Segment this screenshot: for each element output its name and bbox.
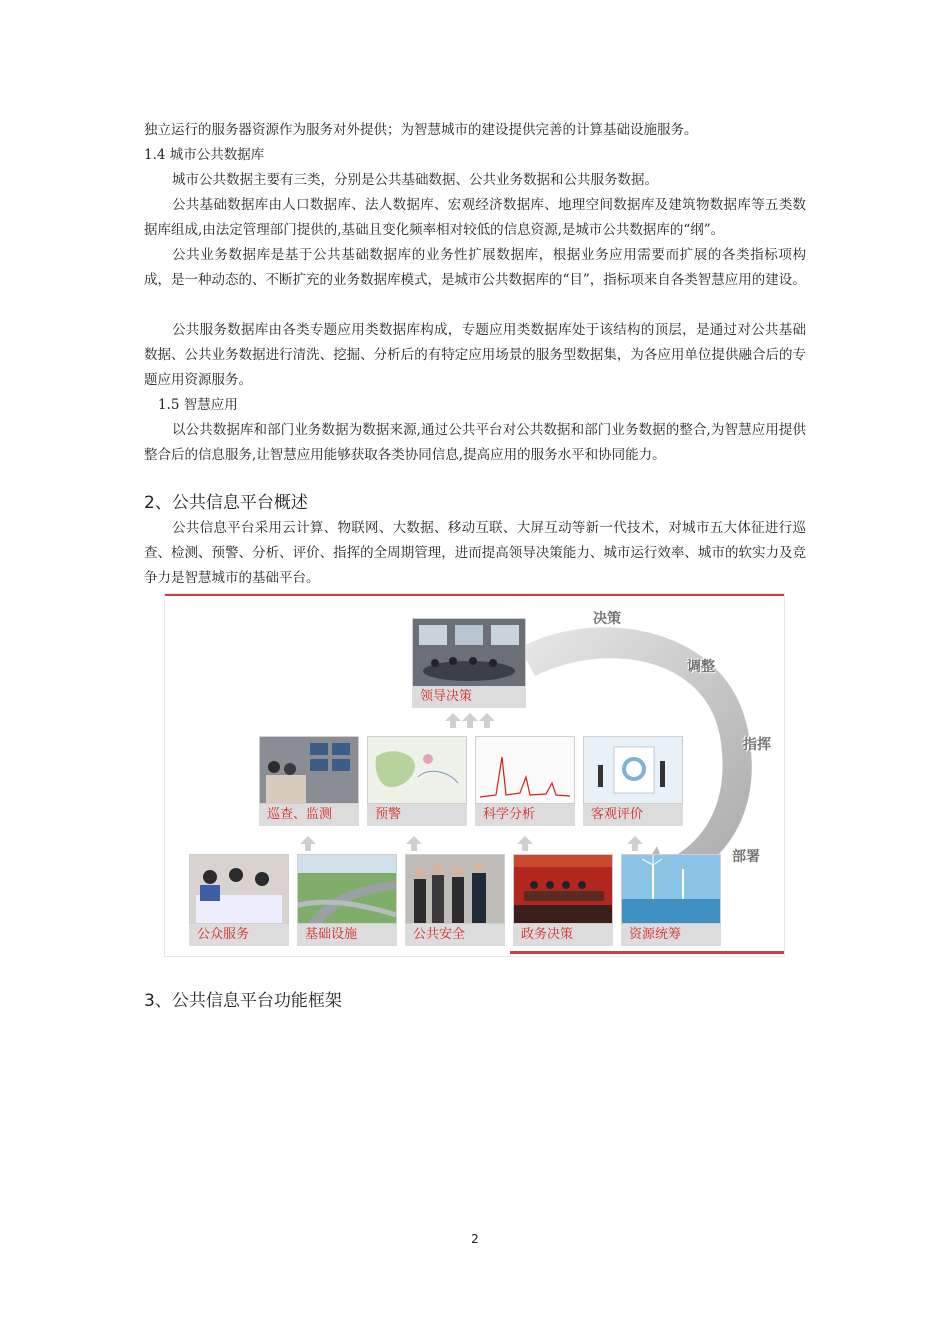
tile-leadership-decision (412, 618, 526, 708)
tile-public-safety (405, 854, 505, 944)
highway-photo (297, 854, 397, 924)
label-public-service: 公众服务 (189, 924, 289, 946)
paragraph-1-4-a: 城市公共数据主要有三类，分别是公共基础数据、公共业务数据和公共服务数据。 (172, 172, 658, 188)
label-infrastructure: 基础设施 (297, 924, 397, 946)
spectrum-chart-image (475, 736, 575, 804)
tile-public-service (189, 854, 289, 944)
arc-label-deploy: 部署 (732, 849, 760, 865)
up-arrow-icon (445, 713, 461, 721)
up-arrow-icon (517, 836, 533, 844)
label-objective-evaluation: 客观评价 (583, 804, 683, 826)
label-early-warning: 预警 (367, 804, 467, 826)
label-resource-coordination: 资源统筹 (621, 924, 721, 946)
heading-section-2: 2、公共信息平台概述 (144, 493, 308, 513)
tile-early-warning (367, 736, 467, 826)
paragraph-1-4-b: 公共基础数据库由人口数据库、法人数据库、宏观经济数据库、地理空间数据库及建筑物数据库等五类数据库组成,由法定管理部门提供的,基础且变化频率相对较低的信息资源,是城市公共数据库的“纲”。 (144, 197, 806, 238)
figure-accent-line (510, 951, 784, 954)
arc-label-command: 指挥 (743, 737, 771, 753)
public-service-photo (189, 854, 289, 924)
label-scientific-analysis: 科学分析 (475, 804, 575, 826)
arc-label-adjust: 调整 (687, 659, 715, 675)
weather-map-photo (367, 736, 467, 804)
page-number: 2 (471, 1232, 479, 1246)
paragraph-section-2: 公共信息平台采用云计算、物联网、大数据、移动互联、大屏互动等新一代技术，对城市五大体征进行巡查、检测、预警、分析、评价、指挥的全周期管理，进而提高领导决策能力、城市运行效率、城市的软实力及竞争力是智慧城市的基础平台。 (144, 520, 806, 586)
up-arrow-icon (479, 713, 495, 721)
platform-diagram (165, 594, 784, 956)
up-arrow-icon (300, 836, 316, 844)
up-arrow-icon (462, 713, 478, 721)
tile-patrol-monitor (259, 736, 359, 826)
section-heading-1-5: 1.5 智慧应用 (158, 397, 238, 413)
label-leadership-decision: 领导决策 (412, 686, 526, 708)
monitoring-wall-photo (259, 736, 359, 804)
label-public-safety: 公共安全 (405, 924, 505, 946)
up-arrow-icon (406, 836, 422, 844)
paragraph-1-5: 以公共数据库和部门业务数据为数据来源,通过公共平台对公共数据和部门业务数据的整合,为智慧应用提供整合后的信息服务,让智慧应用能够获取各类协同信息,提高应用的服务水平和协同能力。 (144, 422, 806, 463)
meeting-room-photo (412, 618, 526, 688)
paragraph-intro: 独立运行的服务器资源作为服务对外提供；为智慧城市的建设提供完善的计算基础设施服务。 (144, 122, 698, 138)
up-arrow-icon (627, 836, 643, 844)
tile-resource-coordination (621, 854, 721, 944)
tile-government-decision (513, 854, 613, 944)
wind-turbine-photo (621, 854, 721, 924)
section-heading-1-4: 1.4 城市公共数据库 (144, 147, 265, 163)
tile-scientific-analysis (475, 736, 575, 826)
heading-section-3: 3、公共信息平台功能框架 (144, 991, 342, 1011)
government-meeting-photo (513, 854, 613, 924)
label-patrol-monitor: 巡查、监测 (259, 804, 359, 826)
label-government-decision: 政务决策 (513, 924, 613, 946)
paragraph-1-4-c: 公共业务数据库是基于公共基础数据库的业务性扩展数据库，根据业务应用需要而扩展的各类指标项构成，是一种动态的、不断扩充的业务数据库模式，是城市公共数据库的“目”，指标项来自各类智慧应用的建设。 (144, 247, 806, 288)
arc-label-decision: 决策 (593, 611, 621, 627)
tile-objective-evaluation (583, 736, 683, 826)
public-safety-photo (405, 854, 505, 924)
tile-infrastructure (297, 854, 397, 944)
paragraph-1-4-d: 公共服务数据库由各类专题应用类数据库构成，专题应用类数据库处于该结构的顶层，是通过对公共基础数据、公共业务数据进行清洗、挖掘、分析后的有特定应用场景的服务型数据集，为各应用单位提供融合后的专题应用资源服务。 (144, 322, 806, 388)
evaluation-scene-image (583, 736, 683, 804)
